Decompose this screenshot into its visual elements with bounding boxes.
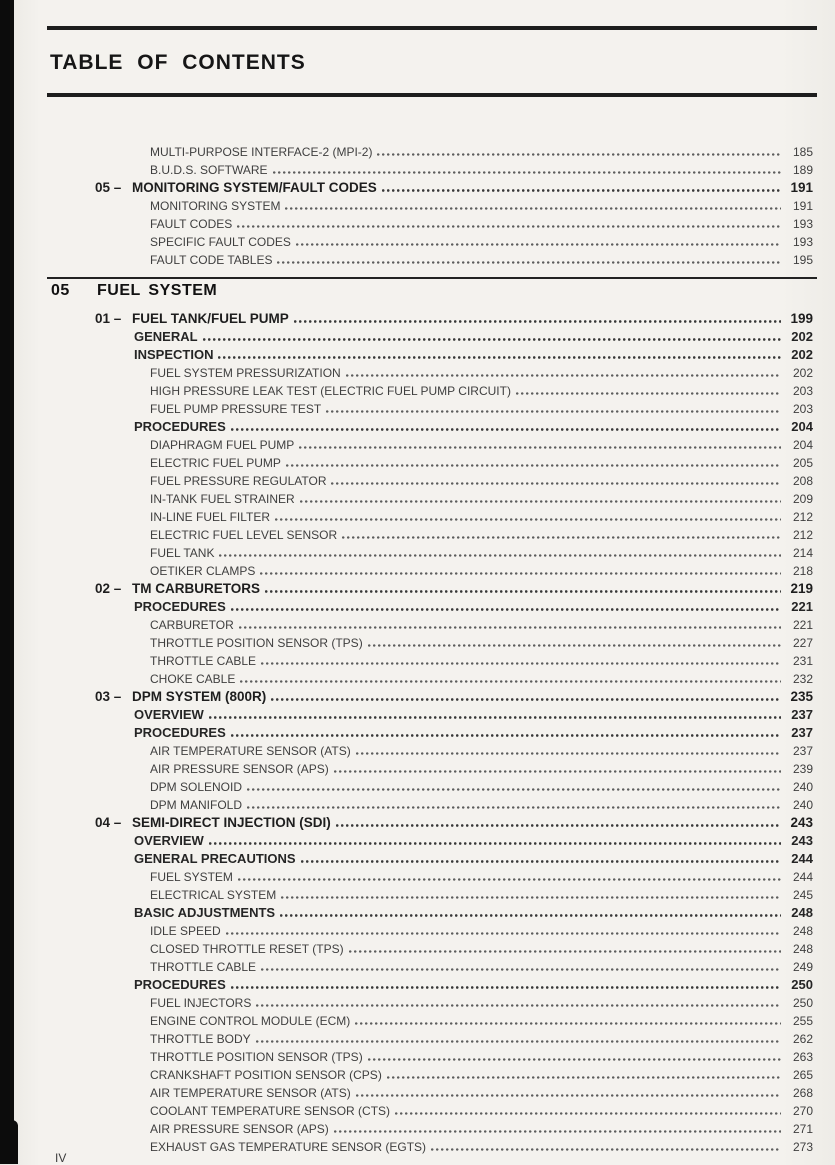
toc-entry [47,542,817,560]
dot-leader [261,662,781,665]
entry-label: AIR PRESSURE SENSOR (APS) [150,762,329,776]
entry-number: 01 – [95,311,122,326]
entry-page: 191 [792,199,813,213]
dot-leader [281,896,781,899]
entry-page: 203 [792,384,813,398]
dot-leader [275,518,781,521]
toc-entry [47,902,817,920]
entry-page: 212 [792,510,813,524]
entry-page: 239 [792,762,813,776]
toc-entry [47,956,817,974]
toc-entry [47,141,817,159]
scan-binding-corner [0,1120,18,1164]
toc-entry [47,488,817,506]
toc-entry [47,650,817,668]
dot-leader [277,261,781,264]
entry-label: MULTI-PURPOSE INTERFACE-2 (MPI-2) [150,145,373,159]
toc-entry [47,884,817,902]
dot-leader [261,968,781,971]
entry-page: 273 [792,1140,813,1154]
dot-leader [301,860,781,863]
entry-label: FUEL TANK/FUEL PUMP [132,311,289,326]
dot-leader [265,590,781,593]
dot-leader [273,171,781,174]
header-rule-top [47,26,817,30]
dot-leader [231,608,781,611]
entry-label: FUEL PUMP PRESSURE TEST [150,402,322,416]
toc-entry [47,596,817,614]
dot-leader [296,243,781,246]
entry-label: AIR TEMPERATURE SENSOR (ATS) [150,1086,351,1100]
entry-page: 208 [792,474,813,488]
toc-entry [47,506,817,524]
toc-entry [47,1136,817,1154]
dot-leader [256,1004,781,1007]
entry-label: THROTTLE CABLE [150,960,257,974]
toc-entry [47,992,817,1010]
dot-leader [247,806,781,809]
entry-page: 204 [791,419,813,434]
entry-page: 193 [792,235,813,249]
toc-entry [47,1082,817,1100]
entry-page: 212 [792,528,813,542]
dot-leader [285,207,781,210]
toc-entry [47,794,817,812]
toc-entry [47,614,817,632]
dot-leader [231,986,781,989]
entry-label: PROCEDURES [134,725,226,740]
entry-label: DPM SOLENOID [150,780,243,794]
entry-label: GENERAL [134,329,198,344]
page-folio: IV [55,1151,67,1165]
entry-label: OVERVIEW [134,833,204,848]
entry-page: 218 [792,564,813,578]
toc-entry [47,830,817,848]
toc-entry [47,812,817,830]
entry-label: THROTTLE POSITION SENSOR (TPS) [150,636,363,650]
toc-entry [47,326,817,344]
dot-leader [240,680,781,683]
entry-page: 202 [791,329,813,344]
dot-leader [336,824,781,827]
dot-leader [300,500,781,503]
entry-label: B.U.D.S. SOFTWARE [150,163,268,177]
entry-page: 271 [792,1122,813,1136]
page-title: TABLE OF CONTENTS [50,51,306,74]
entry-page: 191 [790,180,813,195]
entry-label: MONITORING SYSTEM [150,199,281,213]
toc-entry [47,740,817,758]
dot-leader [346,374,781,377]
entry-label: CARBURETOR [150,618,234,632]
dot-leader [395,1112,781,1115]
dot-leader [280,914,781,917]
entry-page: 189 [792,163,813,177]
entry-page: 199 [790,311,813,326]
toc-entry [47,470,817,488]
entry-label: FUEL TANK [150,546,215,560]
entry-number: 05 – [95,180,122,195]
entry-number: 03 – [95,689,122,704]
scan-binding-edge [0,0,14,1164]
dot-leader [218,356,781,359]
section-title: FUEL SYSTEM [97,282,218,299]
entry-page: 270 [792,1104,813,1118]
section-header [47,277,817,302]
toc-entry [47,416,817,434]
entry-label: COOLANT TEMPERATURE SENSOR (CTS) [150,1104,391,1118]
toc-entry [47,668,817,686]
entry-page: 248 [792,942,813,956]
dot-leader [368,1058,781,1061]
toc-entry [47,344,817,362]
entry-page: 237 [792,744,813,758]
toc-entry [47,1046,817,1064]
toc-entry [47,308,817,326]
entry-label: ELECTRIC FUEL PUMP [150,456,281,470]
entry-page: 221 [791,599,813,614]
dot-leader [239,626,781,629]
dot-leader [326,410,781,413]
dot-leader [209,842,781,845]
entry-label: TM CARBURETORS [132,581,260,596]
entry-page: 248 [791,905,813,920]
toc-entry [47,848,817,866]
dot-leader [331,482,781,485]
entry-label: OVERVIEW [134,707,204,722]
entry-page: 202 [791,347,813,362]
entry-label: CHOKE CABLE [150,672,236,686]
toc-entry [47,686,817,704]
entry-page: 265 [792,1068,813,1082]
dot-leader [203,338,781,341]
entry-label: INSPECTION [134,347,214,362]
dot-leader [238,878,781,881]
entry-page: 219 [790,581,813,596]
toc-entry [47,362,817,380]
section-number: 05 [51,282,70,299]
toc-entry [47,758,817,776]
dot-leader [237,225,781,228]
entry-label: OETIKER CLAMPS [150,564,256,578]
entry-page: 240 [792,780,813,794]
entry-page: 232 [792,672,813,686]
entry-page: 204 [792,438,813,452]
entry-label: IDLE SPEED [150,924,221,938]
entry-label: EXHAUST GAS TEMPERATURE SENSOR (EGTS) [150,1140,427,1154]
entry-label: PROCEDURES [134,419,226,434]
dot-leader [260,572,781,575]
dot-leader [247,788,781,791]
entry-label: HIGH PRESSURE LEAK TEST (ELECTRIC FUEL PUMP CIRCUIT) [150,384,511,398]
dot-leader [516,392,781,395]
entry-page: 203 [792,402,813,416]
entry-label: GENERAL PRECAUTIONS [134,851,296,866]
entry-label: IN-TANK FUEL STRAINER [150,492,295,506]
entry-label: THROTTLE BODY [150,1032,251,1046]
entry-label: PROCEDURES [134,599,226,614]
entry-number: 04 – [95,815,122,830]
toc-entry [47,1064,817,1082]
toc-entry [47,920,817,938]
entry-label: SEMI-DIRECT INJECTION (SDI) [132,815,331,830]
entry-page: 255 [792,1014,813,1028]
entry-page: 263 [792,1050,813,1064]
dot-leader [349,950,781,953]
toc-entry [47,380,817,398]
entry-label: FUEL SYSTEM PRESSURIZATION [150,366,341,380]
entry-label: FUEL PRESSURE REGULATOR [150,474,327,488]
toc-entry [47,398,817,416]
dot-leader [368,644,781,647]
entry-page: 227 [792,636,813,650]
entry-page: 244 [792,870,813,884]
dot-leader [294,320,781,323]
toc-entry [47,866,817,884]
entry-label: FAULT CODES [150,217,233,231]
entry-label: BASIC ADJUSTMENTS [134,905,276,920]
toc-entry [47,177,817,195]
entry-page: 202 [792,366,813,380]
toc-entry [47,578,817,596]
dot-leader [334,1130,781,1133]
dot-leader [342,536,781,539]
toc-entry [47,1100,817,1118]
toc-entry [47,249,817,267]
entry-label: ELECTRIC FUEL LEVEL SENSOR [150,528,338,542]
dot-leader [377,153,781,156]
dot-leader [271,698,781,701]
dot-leader [356,1094,781,1097]
toc-entry [47,938,817,956]
entry-page: 237 [791,707,813,722]
entry-page: 205 [792,456,813,470]
dot-leader [431,1148,781,1151]
toc-entry [47,159,817,177]
entry-page: 235 [790,689,813,704]
toc-entry [47,231,817,249]
entry-label: FAULT CODE TABLES [150,253,273,267]
toc-entry [47,1118,817,1136]
toc-entry [47,704,817,722]
entry-page: 193 [792,217,813,231]
entry-label: AIR TEMPERATURE SENSOR (ATS) [150,744,351,758]
entry-page: 250 [792,996,813,1010]
entry-label: FUEL SYSTEM [150,870,233,884]
entry-label: DPM SYSTEM (800R) [132,689,267,704]
dot-leader [334,770,781,773]
entry-label: CRANKSHAFT POSITION SENSOR (CPS) [150,1068,382,1082]
entry-label: THROTTLE CABLE [150,654,257,668]
entry-page: 240 [792,798,813,812]
toc-entry [47,1010,817,1028]
dot-leader [231,734,781,737]
entry-page: 244 [791,851,813,866]
dot-leader [387,1076,781,1079]
dot-leader [231,428,781,431]
entry-page: 237 [791,725,813,740]
entry-label: PROCEDURES [134,977,226,992]
entry-page: 248 [792,924,813,938]
entry-page: 250 [791,977,813,992]
dot-leader [256,1040,781,1043]
dot-leader [299,446,781,449]
toc-entry [47,776,817,794]
toc-entry [47,434,817,452]
toc-list [47,141,817,1154]
entry-label: MONITORING SYSTEM/FAULT CODES [132,180,377,195]
toc-entry [47,632,817,650]
entry-label: DIAPHRAGM FUEL PUMP [150,438,295,452]
entry-label: IN-LINE FUEL FILTER [150,510,271,524]
toc-entry [47,452,817,470]
dot-leader [226,932,781,935]
entry-label: ELECTRICAL SYSTEM [150,888,277,902]
toc-entry [47,213,817,231]
page-content [47,0,817,1154]
dot-leader [286,464,781,467]
entry-label: DPM MANIFOLD [150,798,243,812]
entry-page: 221 [792,618,813,632]
toc-entry [47,974,817,992]
entry-label: FUEL INJECTORS [150,996,252,1010]
entry-label: THROTTLE POSITION SENSOR (TPS) [150,1050,363,1064]
entry-label: AIR PRESSURE SENSOR (APS) [150,1122,329,1136]
entry-page: 262 [792,1032,813,1046]
toc-entry [47,195,817,213]
dot-leader [382,189,781,192]
toc-entry [47,560,817,578]
entry-page: 231 [792,654,813,668]
entry-page: 249 [792,960,813,974]
toc-entry [47,722,817,740]
dot-leader [355,1022,781,1025]
entry-number: 02 – [95,581,122,596]
entry-label: SPECIFIC FAULT CODES [150,235,291,249]
dot-leader [219,554,781,557]
entry-page: 195 [792,253,813,267]
entry-page: 245 [792,888,813,902]
entry-page: 209 [792,492,813,506]
entry-label: CLOSED THROTTLE RESET (TPS) [150,942,344,956]
dot-leader [209,716,781,719]
entry-page: 243 [790,815,813,830]
entry-page: 185 [792,145,813,159]
dot-leader [356,752,781,755]
entry-label: ENGINE CONTROL MODULE (ECM) [150,1014,351,1028]
entry-page: 268 [792,1086,813,1100]
toc-entry [47,524,817,542]
header-rule-bottom [47,93,817,97]
toc-entry [47,1028,817,1046]
entry-page: 214 [792,546,813,560]
entry-page: 243 [791,833,813,848]
